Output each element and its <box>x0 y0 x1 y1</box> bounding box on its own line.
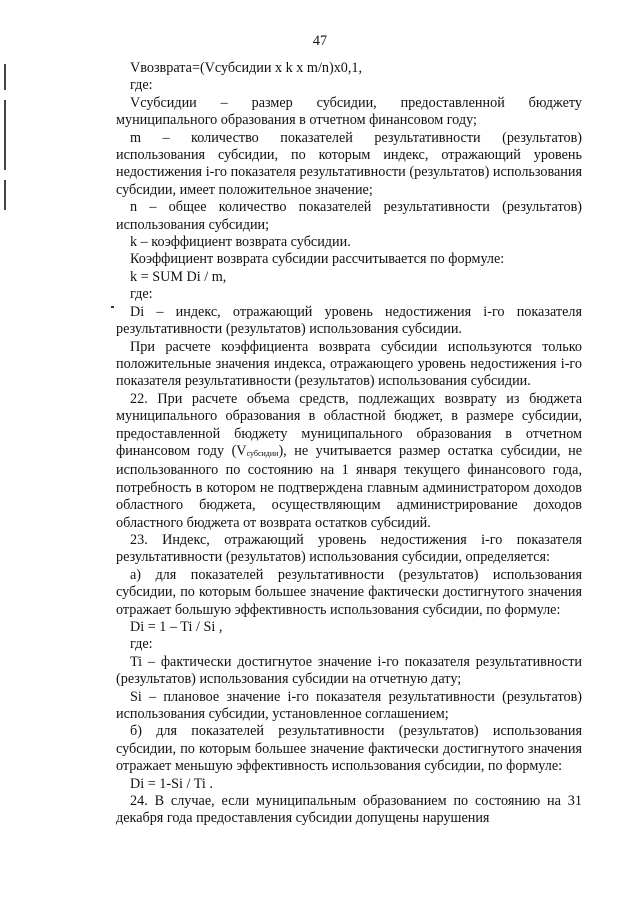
k-formula-intro: Коэффициент возврата субсидии рассчитывается по формуле: <box>130 251 505 268</box>
clause-22-part-1: 22. При расчете объема средств, подлежащих возврату из бюджета муниципального образования в областной бюджет, в размере субсидии, предоставленной бюджету муниципального образования в отчетном финансовом году (V <box>116 390 582 459</box>
where-label: где: <box>130 77 153 94</box>
definition-v-subsidy: Vсубсидии – размер субсидии, предоставленной бюджету муниципального образования в отчетном финансовом году; <box>116 94 582 129</box>
definition-ti: Ti – фактически достигнутое значение i-го показателя результативности (результатов) использования субсидии на отчетную дату; <box>116 653 582 688</box>
binding-edge-mark <box>4 64 6 90</box>
clause-23-a: а) для показателей результативности (результатов) использования субсидии, по которым большее значение фактически достигнутого значения отражает большую эффективность использования субсидии, по формуле: <box>116 566 582 618</box>
clause-24: 24. В случае, если муниципальным образованием по состоянию на 31 декабря года предоставления субсидии допущены нарушения <box>116 793 582 827</box>
formula-refund-volume: Vвозврата=(Vсубсидии x k x m/n)x0,1, <box>130 60 363 76</box>
positive-values-note: При расчете коэффициента возврата субсидии используются только положительные значения индекса, отражающего уровень недостижения i-го показателя результативности (результатов) использования субсидии. <box>116 338 582 390</box>
scan-speck <box>111 306 114 308</box>
definition-si: Si – плановое значение i-го показателя результативности (результатов) использования субсидии, установленное соглашением; <box>116 688 582 723</box>
clause-23: 23. Индекс, отражающий уровень недостижения i-го показателя результативности (результатов) использования субсидии, определяется: <box>116 531 582 566</box>
clause-22 <box>116 391 582 532</box>
where-label: где: <box>130 286 153 303</box>
formula-k: k = SUM Di / m, <box>130 268 227 285</box>
definition-m: m – количество показателей результативности (результатов) использования субсидии, по которым индекс, отражающий уровень недостижения i-го показателя результативности (результатов) использования субсидии, имеет положительное значение; <box>116 129 582 198</box>
where-label: где: <box>130 636 153 653</box>
page-number: 47 <box>312 33 328 49</box>
formula-di-b: Di = 1-Si / Ti . <box>130 775 213 792</box>
definition-k: k – коэффициент возврата субсидии. <box>130 234 351 251</box>
clause-22-subscript: субсидии <box>246 448 279 458</box>
definition-di: Di – индекс, отражающий уровень недостижения i-го показателя результативности (результатов) использования субсидии. <box>116 303 582 338</box>
document-body <box>116 60 582 828</box>
binding-edge-mark <box>4 180 6 210</box>
clause-22-part-2: ), не учитывается размер остатка субсидии, не использованного по состоянию на 1 января текущего финансового года, потребность в котором не подтверждена главным администратором доходов областного бюджета, осуществляющим администрирование доходов областного бюджета от возврата остатков субсидий. <box>116 442 582 531</box>
binding-edge-mark <box>4 100 6 170</box>
definition-n: n – общее количество показателей результативности (результатов) использования субсидии; <box>116 199 582 233</box>
formula-di-a: Di = 1 – Ti / Si , <box>130 619 223 635</box>
clause-23-b: б) для показателей результативности (результатов) использования субсидии, по которым большее значение фактически достигнутого значения отражает меньшую эффективность использования субсидии, по формуле: <box>116 723 582 775</box>
